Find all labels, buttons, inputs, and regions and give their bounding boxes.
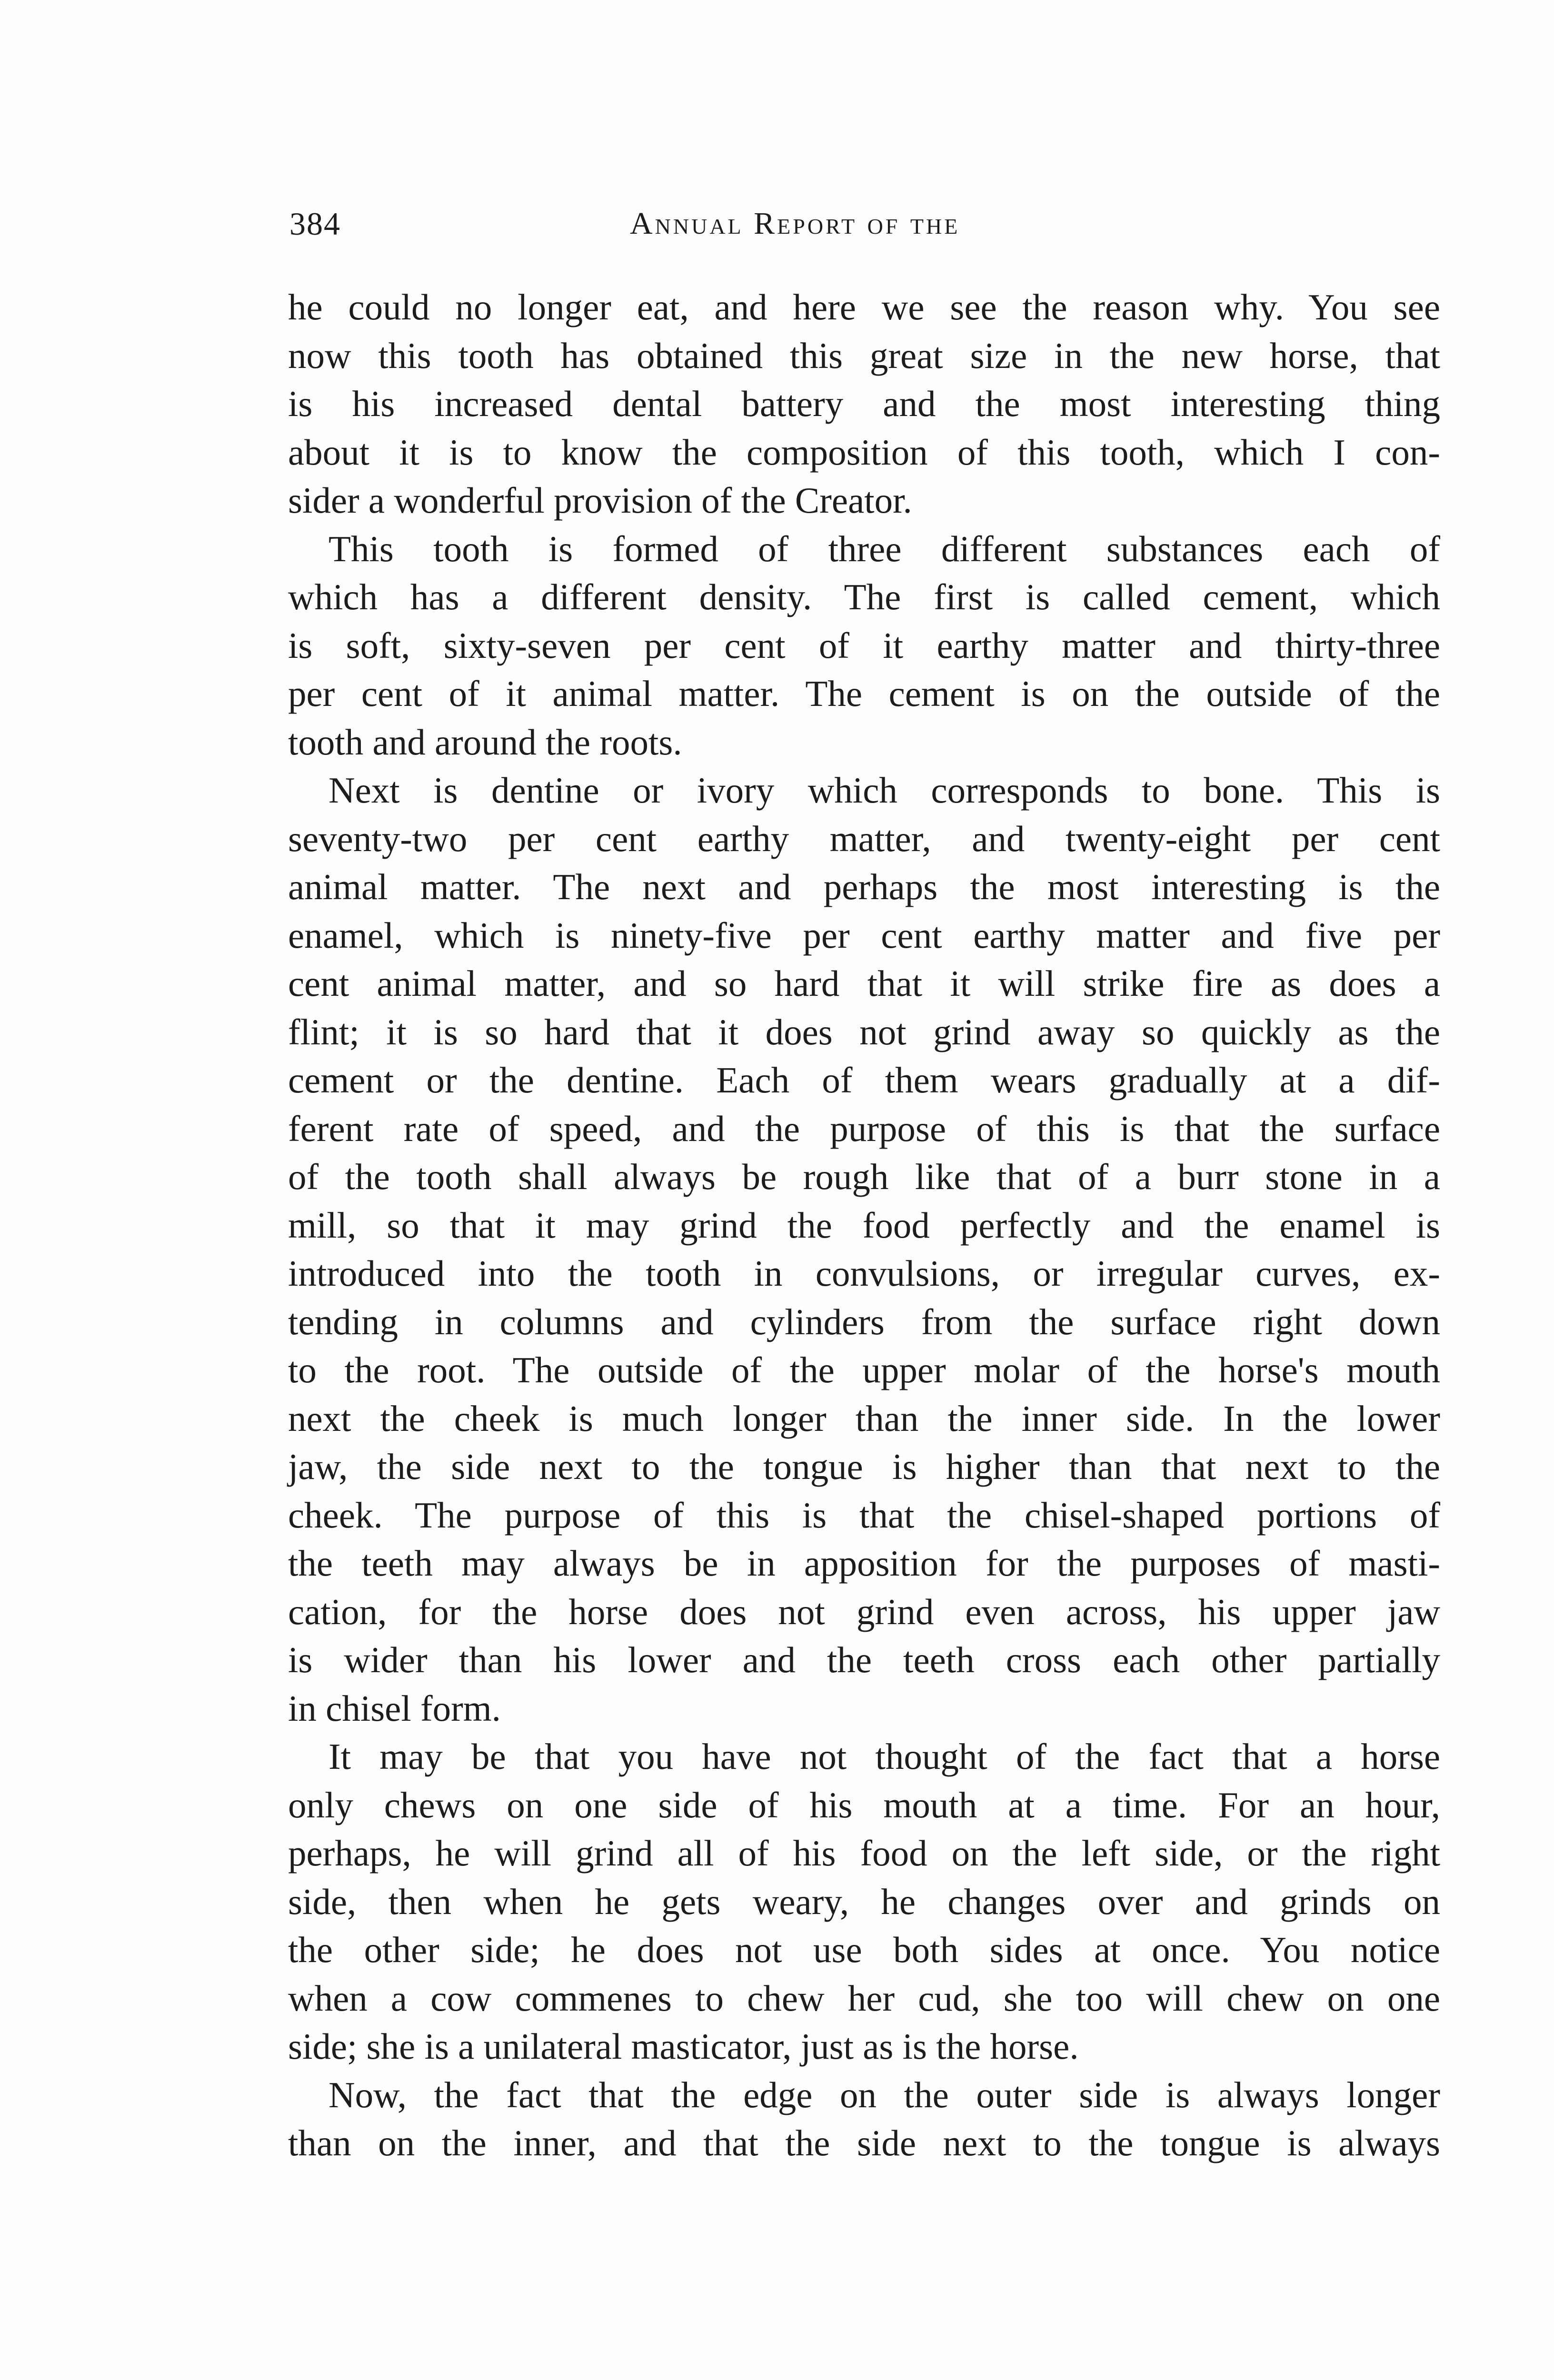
text-line: when a cow commenes to chew her cud, she too will chew on one: [288, 1977, 1440, 2019]
text-line: perhaps, he will grind all of his food on the left side, or the right: [288, 1833, 1440, 1874]
text-line: cent animal matter, and so hard that it will strike fire as does a: [288, 963, 1440, 1004]
text-line: This tooth is formed of three different substances each of: [329, 528, 1440, 569]
text-line: It may be that you have not thought of the fact that a horse: [329, 1736, 1440, 1777]
text-line: side, then when he gets weary, he changes over and grinds on: [288, 1881, 1440, 1922]
text-line: now this tooth has obtained this great size in the new horse, that: [288, 335, 1440, 376]
paragraph-2: [288, 525, 1440, 767]
text-line: flint; it is so hard that it does not grind away so quickly as the: [288, 1011, 1440, 1052]
text-line: cheek. The purpose of this is that the chisel-shaped portions of: [288, 1494, 1440, 1536]
text-line: jaw, the side next to the tongue is higher than that next to the: [288, 1446, 1440, 1487]
text-line: sider a wonderful provision of the Creator.: [288, 480, 912, 521]
text-line: cement or the dentine. Each of them wears gradually at a dif-: [288, 1060, 1440, 1101]
text-line: is soft, sixty-seven per cent of it earthy matter and thirty-three: [288, 625, 1440, 666]
paragraph-5: [288, 2071, 1440, 2168]
paragraph-4: [288, 1733, 1440, 2071]
text-line: per cent of it animal matter. The cement is on the outside of the: [288, 673, 1440, 714]
text-line: Now, the fact that the edge on the outer side is always longer: [329, 2074, 1440, 2115]
paragraph-1: [288, 283, 1440, 525]
text-line: which has a different density. The first is called cement, which: [288, 576, 1440, 617]
text-line: the other side; he does not use both sides at once. You notice: [288, 1929, 1440, 1970]
text-line: seventy-two per cent earthy matter, and twenty-eight per cent: [288, 818, 1440, 859]
page-header: [289, 200, 1432, 252]
text-line: next the cheek is much longer than the inner side. In the lower: [288, 1398, 1440, 1439]
text-line: only chews on one side of his mouth at a time. For an hour,: [288, 1784, 1440, 1825]
text-line: animal matter. The next and perhaps the most interesting is the: [288, 866, 1440, 907]
text-line: to the root. The outside of the upper molar of the horse's mouth: [288, 1349, 1440, 1390]
text-line: cation, for the horse does not grind even across, his upper jaw: [288, 1591, 1440, 1632]
page-number: 384: [289, 206, 341, 242]
paragraph-3: [288, 766, 1440, 1733]
text-line: tooth and around the roots.: [288, 721, 682, 763]
text-line: mill, so that it may grind the food perfectly and the enamel is: [288, 1204, 1440, 1246]
text-line: about it is to know the composition of this tooth, which I con-: [288, 431, 1440, 473]
text-line: is wider than his lower and the teeth cross each other partially: [288, 1639, 1440, 1680]
text-line: in chisel form.: [288, 1687, 501, 1729]
text-line: enamel, which is ninety-five per cent earthy matter and five per: [288, 914, 1440, 956]
text-line: than on the inner, and that the side next to the tongue is always: [288, 2122, 1440, 2163]
text-line: is his increased dental battery and the most interesting thing: [288, 383, 1440, 424]
text-line: he could no longer eat, and here we see the reason why. You see: [288, 287, 1440, 327]
text-line: introduced into the tooth in convulsions, or irregular curves, ex-: [288, 1253, 1440, 1294]
text-line: Next is dentine or ivory which corresponds to bone. This is: [329, 770, 1440, 811]
running-head: Annual Report of the: [630, 206, 960, 241]
text-line: side; she is a unilateral masticator, just as is the horse.: [288, 2026, 1079, 2067]
text-line: the teeth may always be in apposition for the purposes of masti-: [288, 1543, 1440, 1584]
text-line: ferent rate of speed, and the purpose of this is that the surface: [288, 1108, 1440, 1149]
body-text: [288, 283, 1440, 2168]
text-line: of the tooth shall always be rough like that of a burr stone in a: [288, 1156, 1440, 1197]
text-line: tending in columns and cylinders from the surface right down: [288, 1301, 1440, 1342]
